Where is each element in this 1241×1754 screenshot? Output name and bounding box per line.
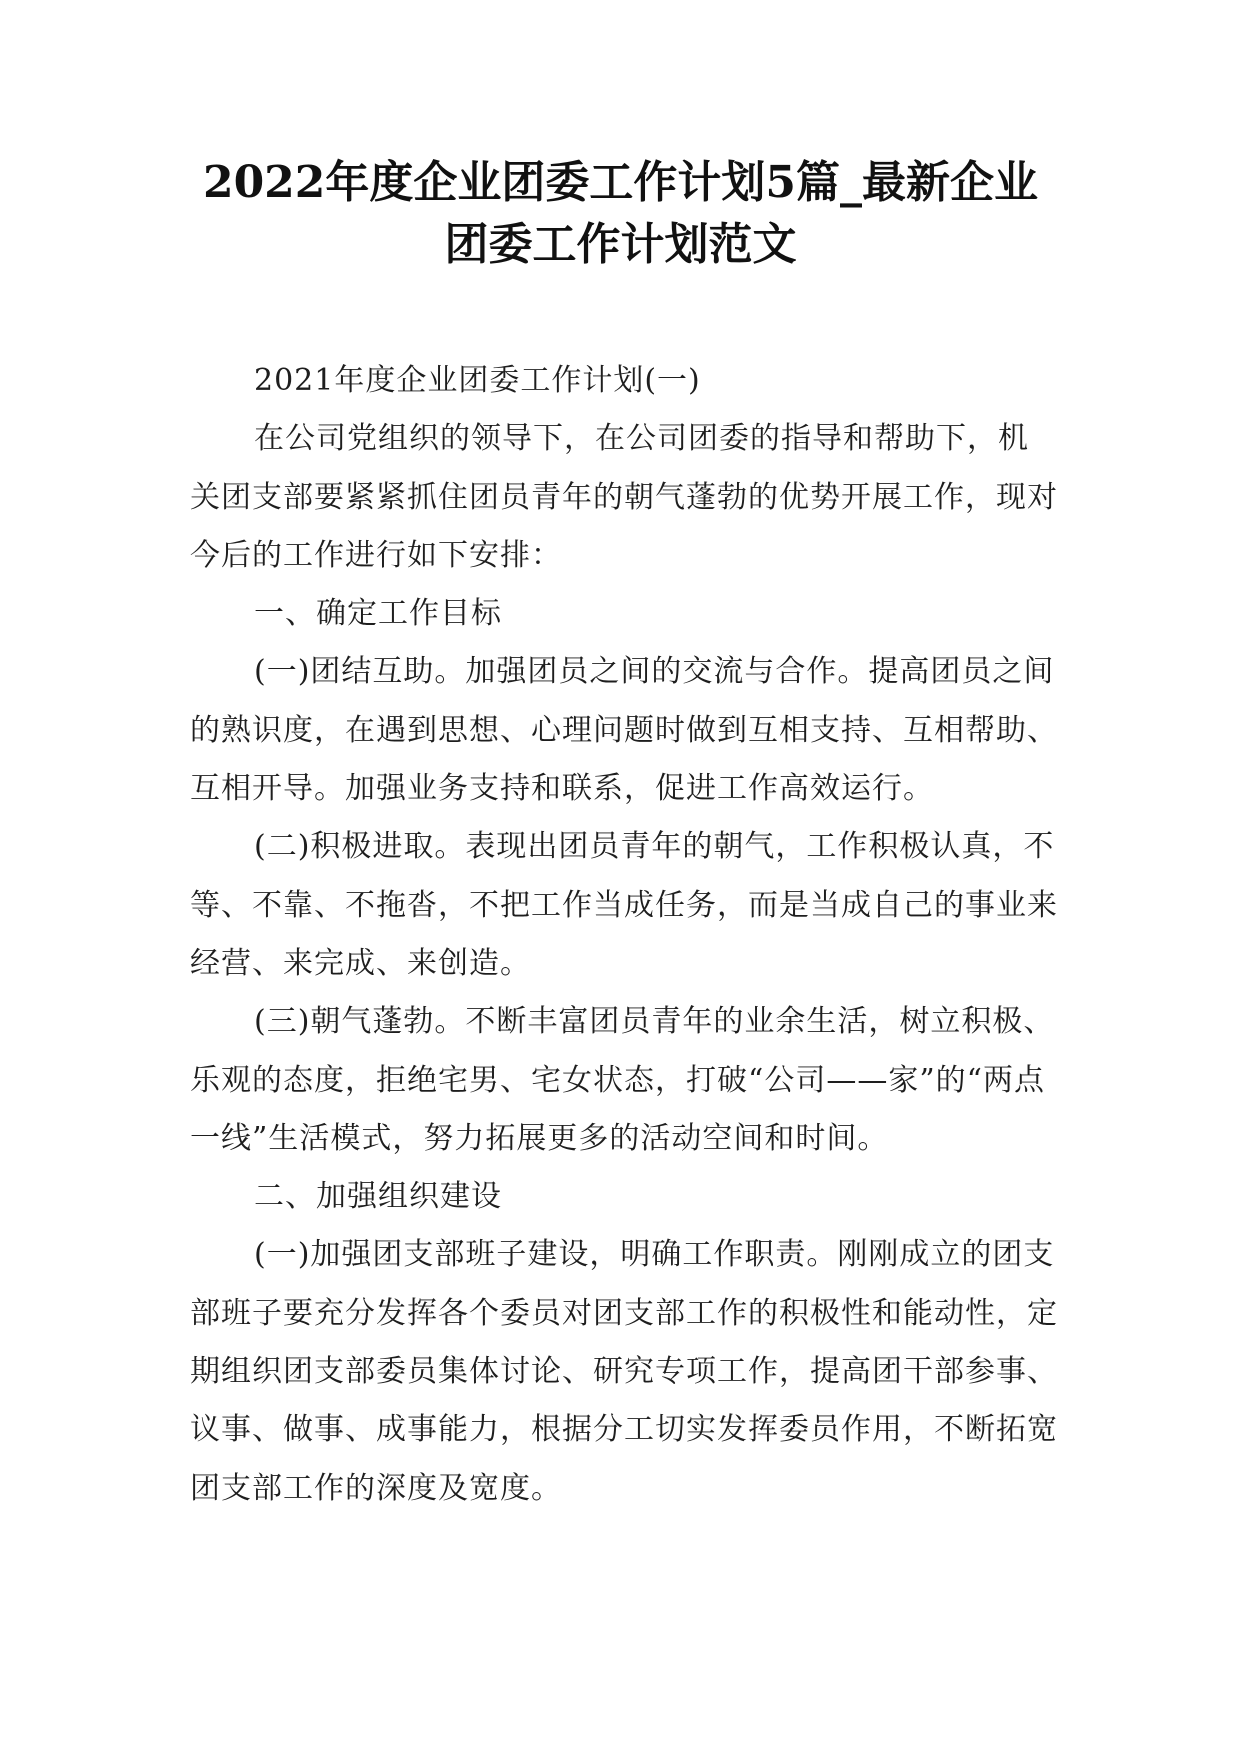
goal-paragraph-2: (二)积极进取。表现出团员青年的朝气，工作积极认真，不等、不靠、不拖沓，不把工作当成任务，而是当成自己的事业来经营、来完成、来创造。 xyxy=(190,829,1058,981)
document-body xyxy=(190,352,1058,1518)
section-heading-goals: 一、确定工作目标 xyxy=(254,596,502,632)
section-heading-organization: 二、加强组织建设 xyxy=(254,1179,502,1215)
document-title-line-1: 2022年度企业团委工作计划5篇_最新企业 xyxy=(202,157,1039,208)
organization-paragraph-1: (一)加强团支部班子建设，明确工作职责。刚刚成立的团支部班子要充分发挥各个委员对团支部工作的积极性和能动性，定期组织团支部委员集体讨论、研究专项工作，提高团干部参事、议事、做事、成事能力，根据分工切实发挥委员作用，不断拓宽团支部工作的深度及宽度。 xyxy=(190,1237,1058,1506)
document-title-line-2: 团委工作计划范文 xyxy=(444,219,797,270)
document-title xyxy=(120,152,1121,276)
goal-paragraph-1: (一)团结互助。加强团员之间的交流与合作。提高团员之间的熟识度，在遇到思想、心理问题时做到互相支持、互相帮助、互相开导。加强业务支持和联系，促进工作高效运行。 xyxy=(190,654,1058,807)
goal-paragraph-3: (三)朝气蓬勃。不断丰富团员青年的业余生活，树立积极、乐观的态度，拒绝宅男、宅女状态，打破“公司——家”的“两点一线”生活模式，努力拓展更多的活动空间和时间。 xyxy=(190,1004,1055,1156)
section-heading-plan: 2021年度企业团委工作计划(一) xyxy=(254,363,701,398)
intro-paragraph: 在公司党组织的领导下，在公司团委的指导和帮助下，机关团支部要紧紧抓住团员青年的朝气蓬勃的优势开展工作，现对今后的工作进行如下安排： xyxy=(190,421,1058,573)
